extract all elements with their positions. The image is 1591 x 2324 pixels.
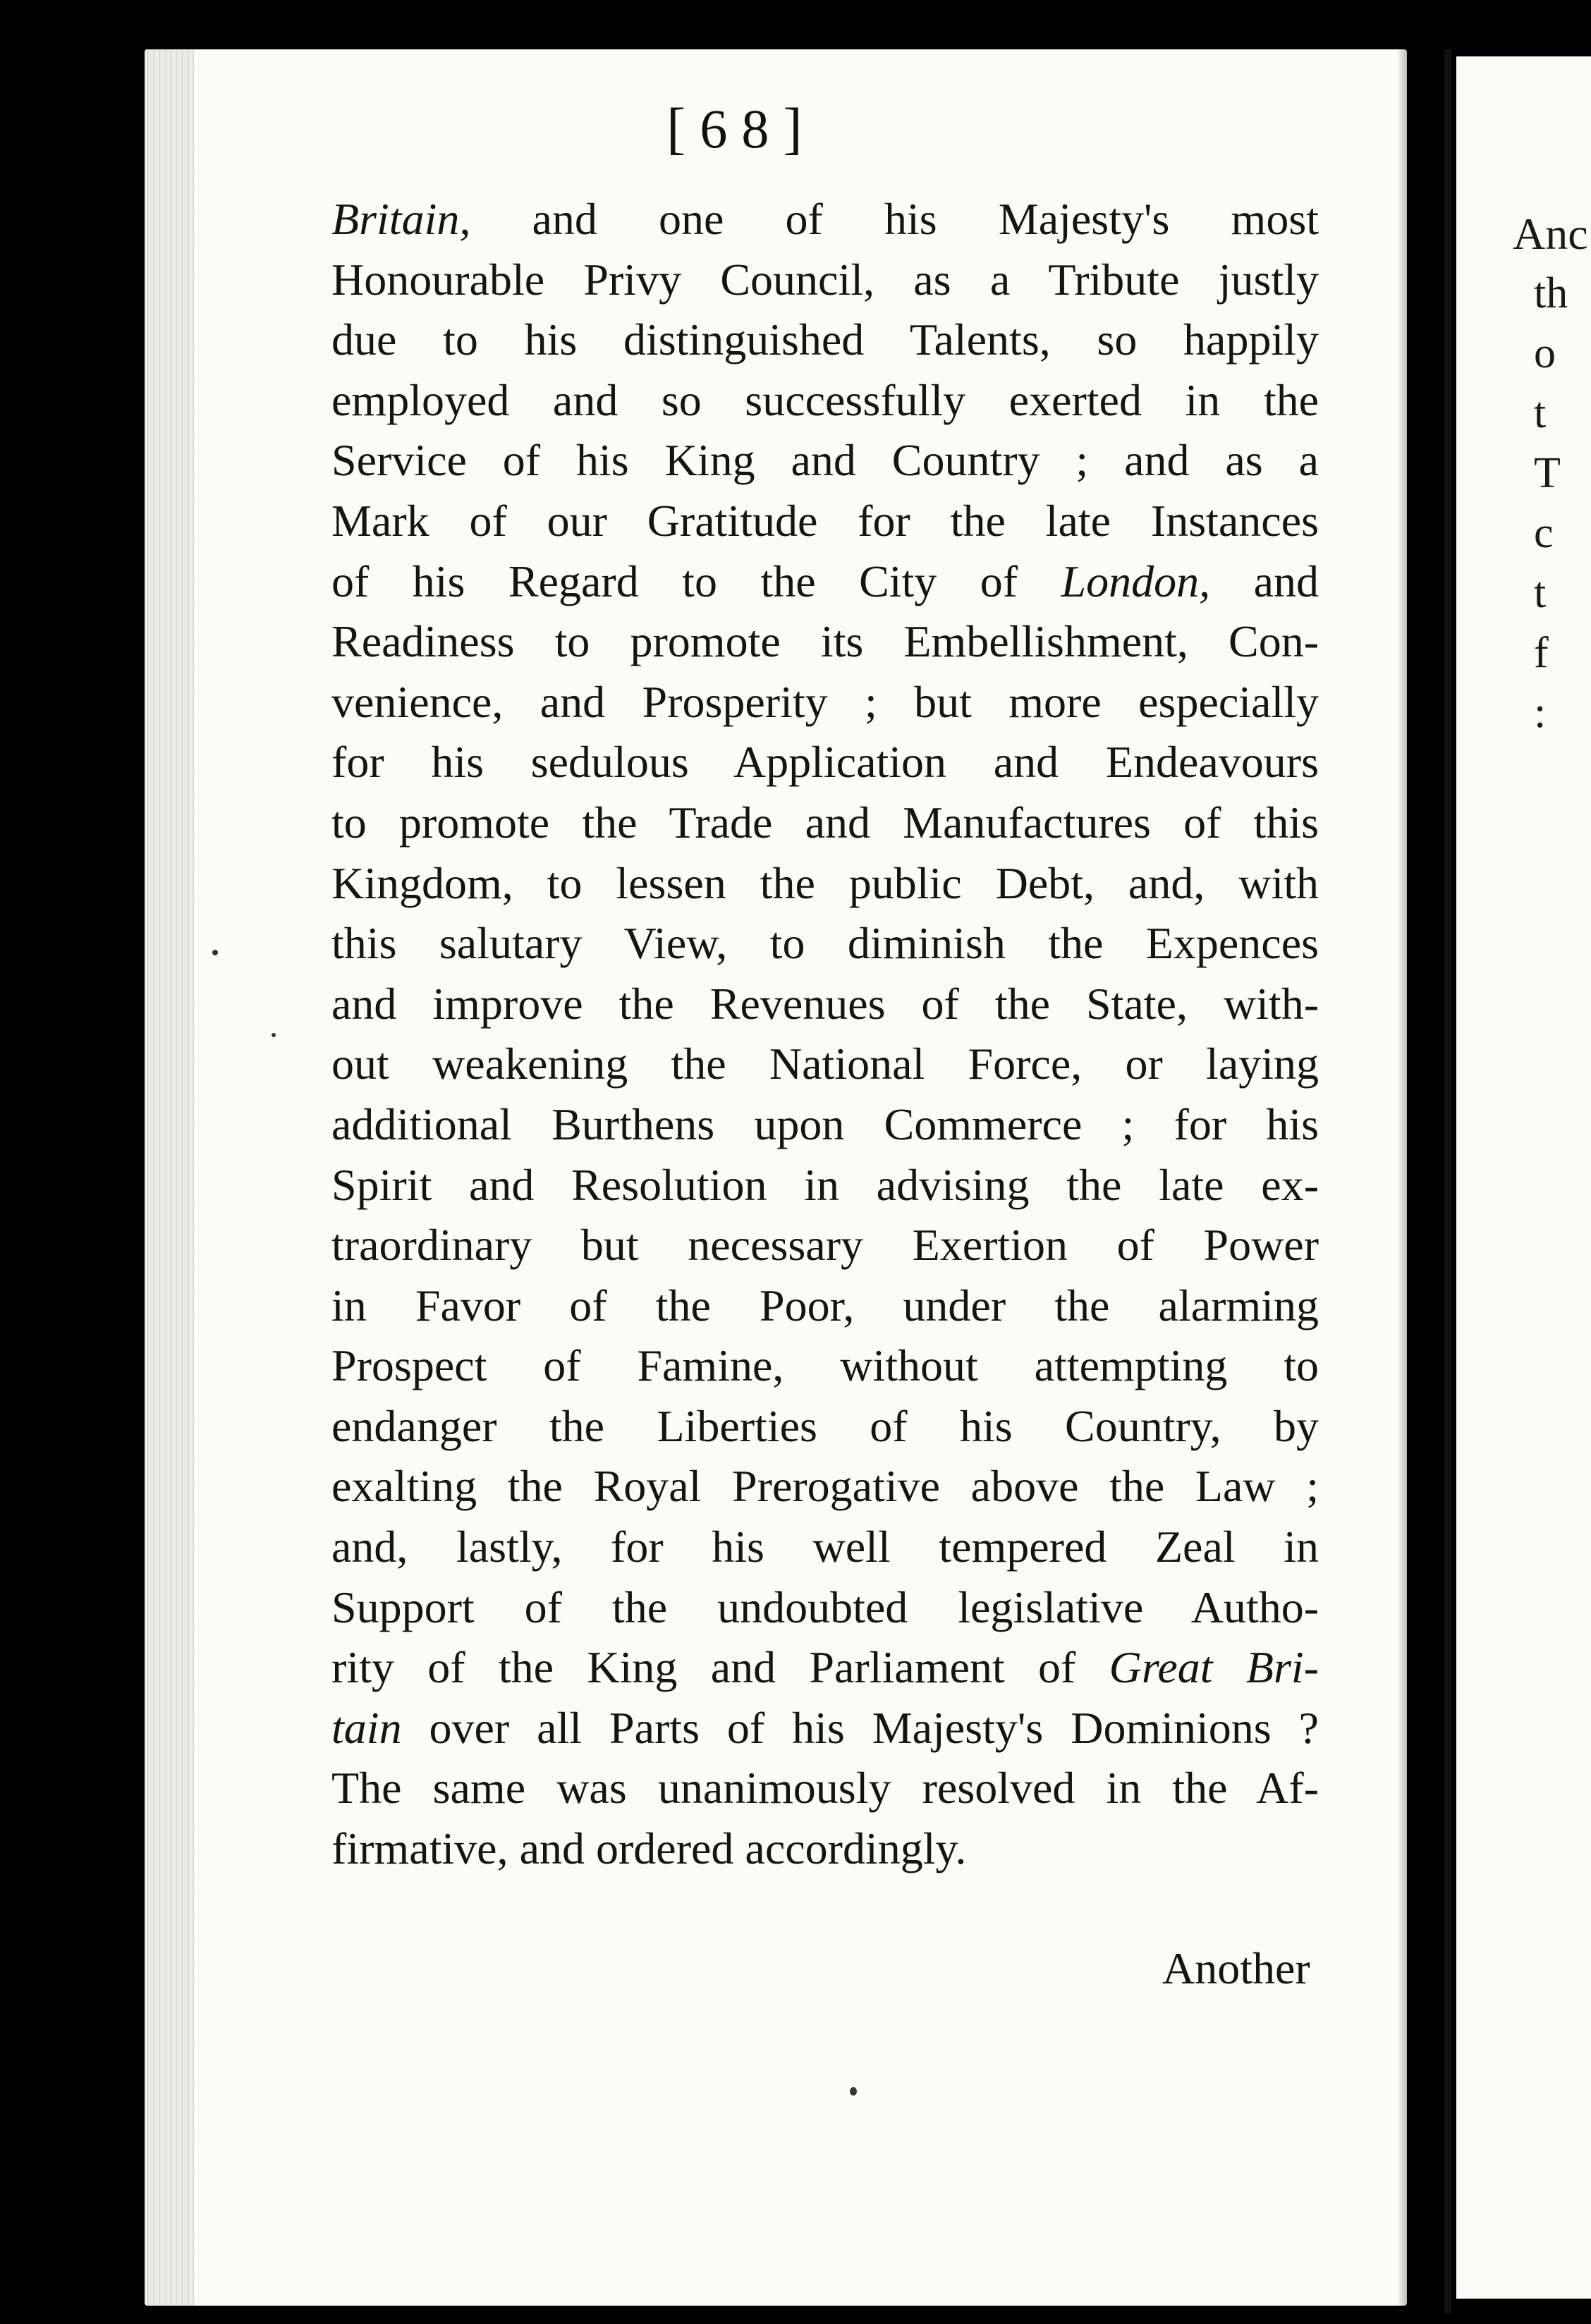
italic-text: tain [331, 1702, 402, 1753]
catchword: Another [1162, 1943, 1310, 1993]
text-line [331, 1517, 1319, 1577]
paper-speck [272, 1033, 276, 1037]
facing-page-line: f [1534, 629, 1549, 677]
text-segment: exalting the Royal Prerogative above the Law ; [331, 1461, 1319, 1512]
text-line [331, 672, 1319, 733]
text-line [331, 370, 1319, 431]
text-line [331, 974, 1319, 1034]
text-segment: of his Regard to the City of [331, 556, 1061, 606]
text-line [331, 1456, 1319, 1517]
text-line [331, 1396, 1319, 1457]
text-line [331, 1155, 1319, 1216]
text-line [331, 732, 1319, 793]
text-segment: The same was unanimously resolved in the Af- [331, 1763, 1319, 1814]
text-line [331, 310, 1319, 370]
text-line [331, 853, 1319, 914]
text-segment: and [1210, 556, 1319, 606]
facing-page-line: c [1534, 509, 1554, 557]
facing-page-line: T [1534, 449, 1561, 497]
text-segment: Support of the undoubted legislative Autho- [331, 1582, 1319, 1632]
text-segment: traordinary but necessary Exertion of Power [331, 1220, 1319, 1271]
page-header [666, 95, 817, 161]
text-line [331, 1698, 1319, 1759]
text-segment: and, lastly, for his well tempered Zeal in [331, 1522, 1319, 1572]
text-segment: endanger the Liberties of his Country, by [331, 1400, 1319, 1451]
text-line [331, 1637, 1319, 1698]
italic-text: Britain, [331, 194, 471, 244]
text-line [331, 1818, 1319, 1879]
text-line [331, 1577, 1319, 1638]
text-segment: due to his distinguished Talents, so happily [331, 314, 1319, 365]
text-segment: venience, and Prosperity ; but more especially [331, 676, 1319, 727]
text-segment: for his sedulous Application and Endeavours [331, 737, 1319, 788]
text-segment: employed and so successfully exerted in the [331, 374, 1319, 425]
text-segment: out weakening the National Force, or laying [331, 1039, 1319, 1089]
facing-page-line: th [1534, 269, 1568, 317]
text-segment: Prospect of Famine, without attempting to [331, 1340, 1319, 1391]
text-segment: over all Parts of his Majesty's Dominions ? [401, 1702, 1319, 1753]
header-close-bracket: ] [783, 96, 817, 160]
text-line [331, 189, 1319, 250]
text-line [331, 1094, 1319, 1155]
text-line [331, 430, 1319, 491]
text-line [331, 611, 1319, 672]
text-segment: in Favor of the Poor, under the alarming [331, 1280, 1319, 1331]
italic-text: Great Bri- [1109, 1642, 1319, 1693]
text-line [331, 250, 1319, 310]
facing-page-line: t [1534, 389, 1547, 437]
body-text [331, 189, 1319, 1879]
text-line [331, 491, 1319, 551]
text-segment: and one of his Majesty's most [470, 194, 1319, 244]
text-segment: Spirit and Resolution in advising the late ex- [331, 1159, 1319, 1210]
text-segment: Kingdom, to lessen the public Debt, and, with [331, 857, 1319, 908]
text-segment: Readiness to promote its Embellishment, Con- [331, 616, 1319, 667]
text-segment: to promote the Trade and Manufactures of this [331, 797, 1319, 848]
text-segment: Mark of our Gratitude for the late Instances [331, 495, 1319, 546]
facing-page [1456, 56, 1591, 2299]
text-line [331, 793, 1319, 853]
page-number: 68 [700, 98, 784, 159]
text-segment: rity of the King and Parliament of [331, 1642, 1109, 1693]
facing-page-line: t [1534, 569, 1547, 617]
italic-text: London, [1061, 556, 1211, 606]
text-segment: firmative, and ordered accordingly. [331, 1823, 967, 1874]
text-segment: Service of his King and Country ; and as a [331, 435, 1319, 486]
text-segment: and improve the Revenues of the State, with- [331, 978, 1319, 1029]
text-line [331, 1335, 1319, 1396]
facing-page-line: o [1534, 329, 1556, 377]
gutter-shadow [1397, 49, 1407, 2306]
page-stack-edge [145, 49, 194, 2306]
facing-page-line: : [1534, 689, 1547, 737]
facing-page-edge [1444, 49, 1451, 2313]
text-segment: Honourable Privy Council, as a Tribute justly [331, 254, 1319, 305]
paper-speck [212, 950, 218, 955]
text-segment: additional Burthens upon Commerce ; for his [331, 1099, 1319, 1149]
paper-speck [850, 2087, 857, 2096]
text-segment: this salutary View, to diminish the Expences [331, 918, 1319, 969]
text-line [331, 1034, 1319, 1094]
text-line [331, 551, 1319, 612]
text-line [331, 1758, 1319, 1818]
text-line [331, 913, 1319, 974]
text-line [331, 1215, 1319, 1276]
header-open-bracket: [ [666, 96, 700, 160]
facing-page-line: Anc [1513, 209, 1588, 259]
text-line [331, 1276, 1319, 1336]
